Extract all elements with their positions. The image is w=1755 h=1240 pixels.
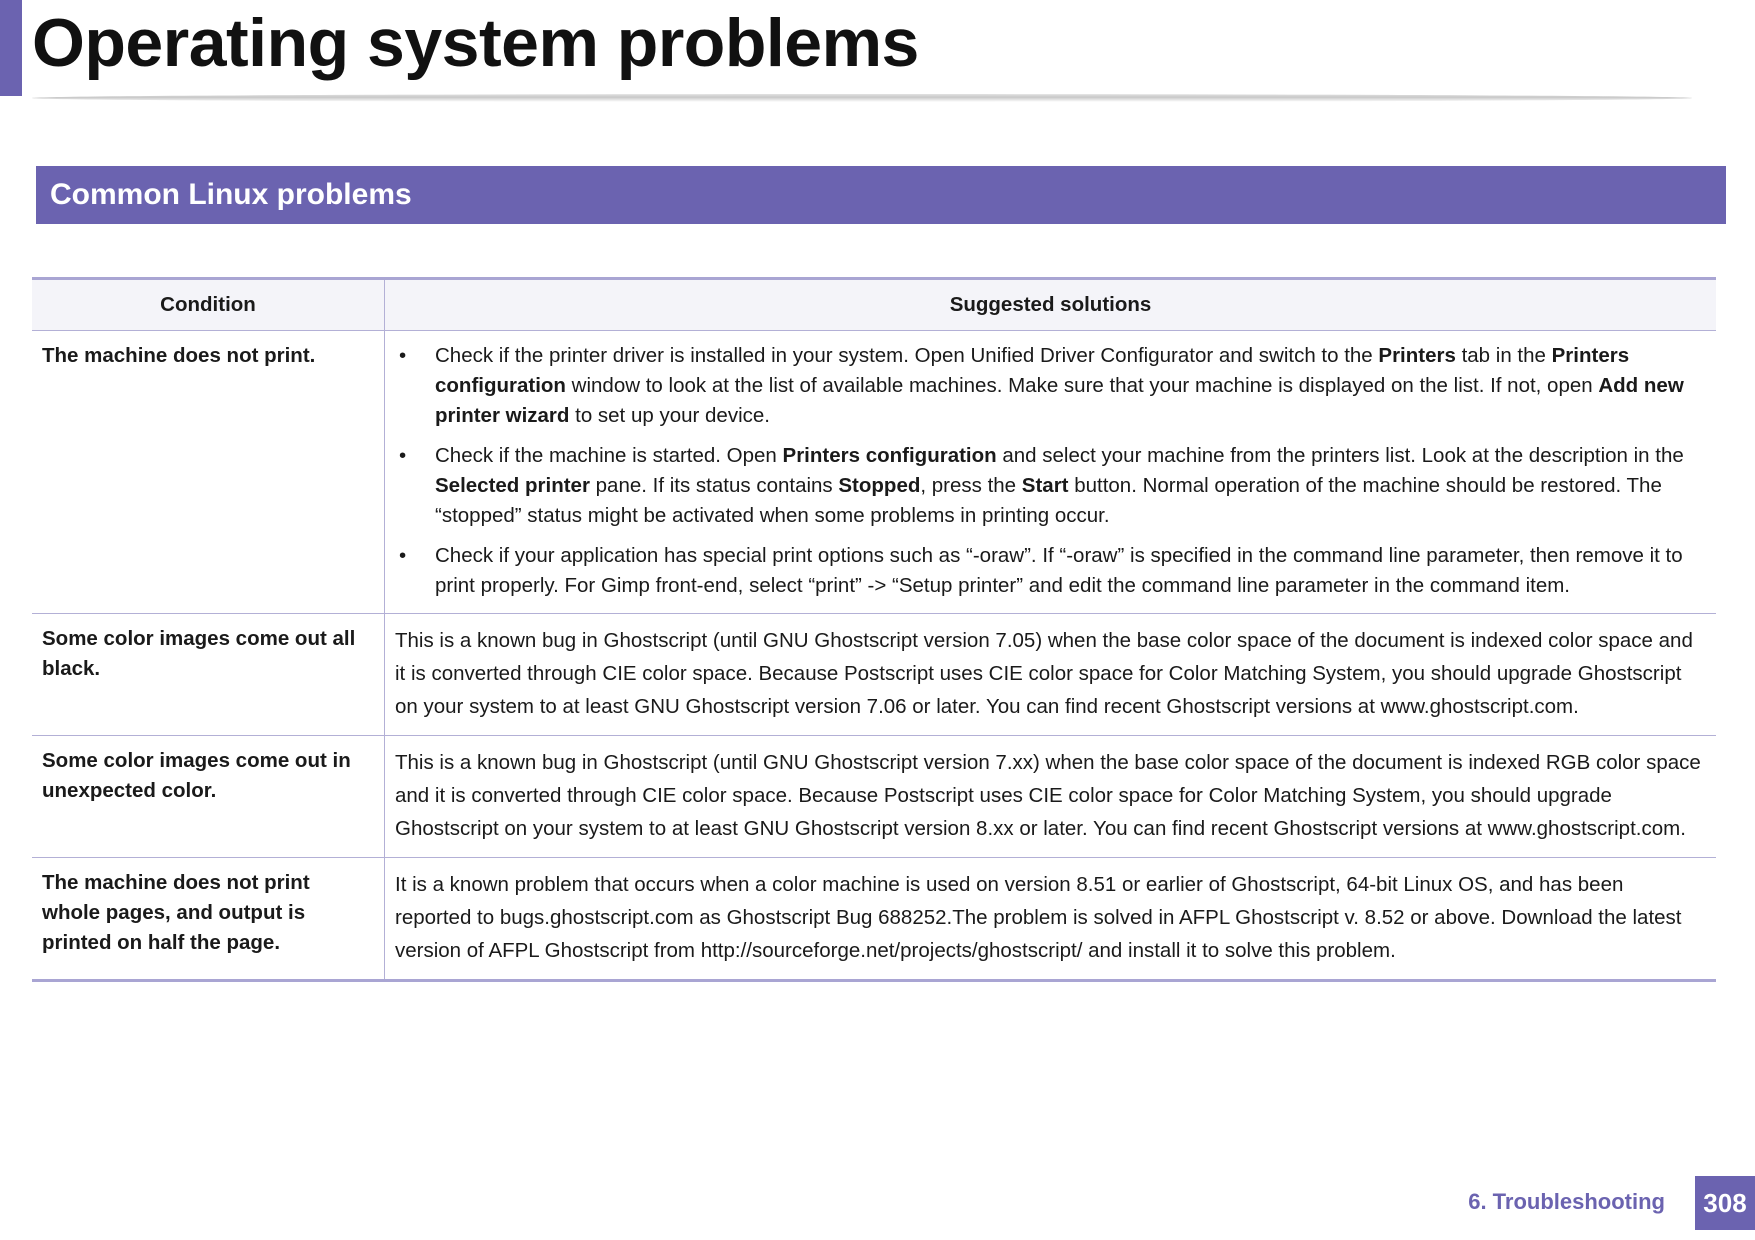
- bold-term: Printers configuration: [782, 444, 997, 467]
- section-header: [36, 166, 1726, 224]
- solution-bullet: [395, 341, 1704, 431]
- condition-cell: The machine does not print.: [32, 331, 385, 614]
- title-divider: [32, 94, 1692, 102]
- header-solutions: Suggested solutions: [385, 279, 1717, 331]
- solution-cell: It is a known problem that occurs when a color machine is used on version 8.51 or earlier of Ghostscript, 64-bit Linux OS, and has been reported to bugs.ghostscript.com as Ghostscript Bug 688252.The problem is solved in AFPL Ghostscript v. 8.52 or above. Download the latest version of AFPL Ghostscript from http://sourceforge.net/projects/ghostscript/ and install it to solve this problem.: [385, 858, 1717, 981]
- linux-problems-table: [32, 277, 1716, 982]
- section-title: Common Linux problems: [50, 178, 412, 211]
- solution-cell: This is a known bug in Ghostscript (until GNU Ghostscript version 7.05) when the base color space of the document is indexed color space and it is converted through CIE color space. Because Postscript uses CIE color space for Color Matching System, you should upgrade Ghostscript on your system to at least GNU Ghostscript version 7.06 or later. You can find recent Ghostscript versions at www.ghostscript.com.: [385, 614, 1717, 736]
- table-row: [32, 736, 1716, 858]
- footer-chapter: [1468, 1189, 1675, 1215]
- text-segment: , press the: [920, 474, 1022, 497]
- text-segment: Check if the printer driver is installed in your system. Open Unified Driver Configurator and switch to the: [435, 344, 1379, 367]
- header-condition: Condition: [32, 279, 385, 331]
- condition-cell: Some color images come out in unexpected color.: [32, 736, 385, 858]
- text-segment: Check if your application has special print options such as “-oraw”. If “-oraw” is specified in the command line parameter, then remove it to print properly. For Gimp front-end, select “print” -> “Setup printer” and edit the command line parameter in the command item.: [435, 544, 1683, 597]
- bold-term: Printers configuration: [435, 344, 1630, 397]
- bold-term: Printers: [1378, 344, 1456, 367]
- solution-list: [395, 341, 1704, 601]
- bold-term: Start: [1021, 474, 1069, 497]
- table-row: [32, 331, 1716, 614]
- condition-cell: The machine does not print whole pages, and output is printed on half the page.: [32, 858, 385, 981]
- text-segment: to set up your device.: [569, 404, 770, 427]
- table-row: [32, 614, 1716, 736]
- text-segment: button. Normal operation of the machine should be restored. The “stopped” status might be activated when some problems in printing occur.: [435, 474, 1662, 527]
- text-segment: window to look at the list of available machines. Make sure that your machine is displayed on the list. If not, open: [565, 374, 1599, 397]
- bold-term: Selected printer: [435, 474, 590, 497]
- page-number-badge: 308: [1695, 1176, 1755, 1230]
- solution-bullet: [395, 541, 1704, 601]
- table-row: [32, 858, 1716, 981]
- text-segment: tab in the: [1455, 344, 1552, 367]
- solution-bullet: [395, 441, 1704, 531]
- condition-cell: Some color images come out all black.: [32, 614, 385, 736]
- text-segment: Check if the machine is started. Open: [435, 444, 783, 467]
- solution-cell: [385, 331, 1717, 614]
- bold-term: Add new printer wizard: [435, 374, 1684, 427]
- table-header-row: [32, 279, 1716, 331]
- text-segment: and select your machine from the printers list. Look at the description in the: [996, 444, 1684, 467]
- page-title: Operating system problems: [32, 5, 919, 81]
- bold-term: Stopped: [838, 474, 921, 497]
- footer-chapter-label: 6. Troubleshooting: [1468, 1189, 1665, 1214]
- solution-cell: This is a known bug in Ghostscript (until GNU Ghostscript version 7.xx) when the base color space of the document is indexed RGB color space and it is converted through CIE color space. Because Postscript uses CIE color space for Color Matching System, you should upgrade Ghostscript on your system to at least GNU Ghostscript version 8.xx or later. You can find recent Ghostscript versions at www.ghostscript.com.: [385, 736, 1717, 858]
- title-accent-bar: [0, 0, 22, 96]
- text-segment: pane. If its status contains: [589, 474, 839, 497]
